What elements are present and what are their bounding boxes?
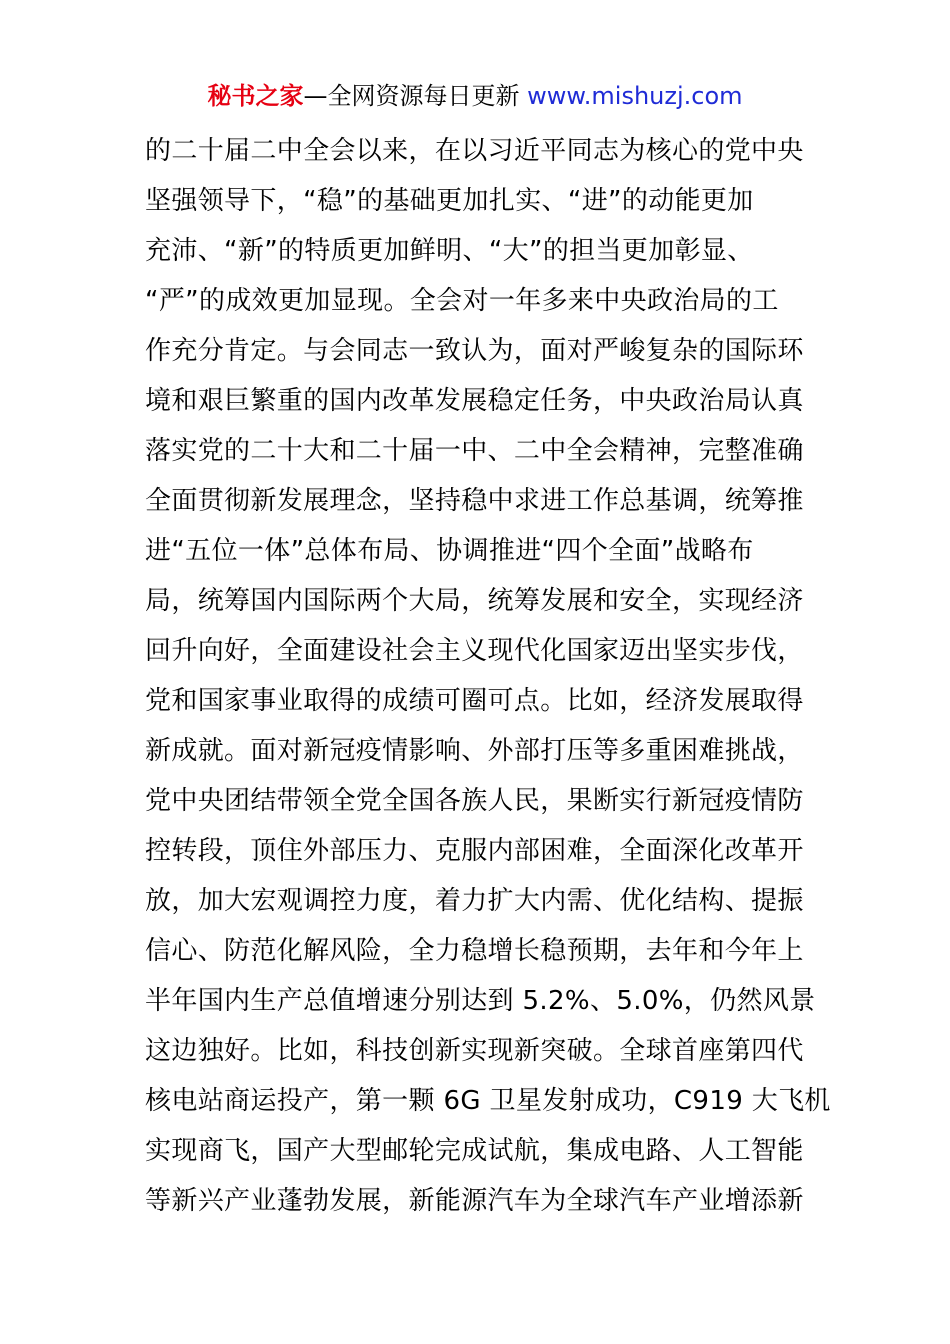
body-line: 作充分肯定。与会同志一致认为，面对严峻复杂的国际环: [145, 336, 804, 366]
body-line: 回升向好，全面建设社会主义现代化国家迈出坚实步伐，: [145, 636, 804, 666]
body-line: 核电站商运投产，第一颗 6G 卫星发射成功，C919 大飞机: [145, 1086, 831, 1116]
site-url-link[interactable]: www.mishuzj.com: [527, 82, 743, 110]
body-line: 控转段，顶住外部压力、克服内部困难，全面深化改革开: [145, 836, 804, 866]
body-line: 等新兴产业蓬勃发展，新能源汽车为全球汽车产业增添新: [145, 1186, 804, 1216]
body-line: 的二十届二中全会以来，在以习近平同志为核心的党中央: [145, 136, 804, 166]
body-line: 全面贯彻新发展理念，坚持稳中求进工作总基调，统筹推: [145, 486, 804, 516]
document-body: [145, 126, 831, 1226]
body-line: 充沛、“新”的特质更加鲜明、“大”的担当更加彰显、: [145, 236, 754, 266]
body-line: 落实党的二十大和二十届一中、二中全会精神，完整准确: [145, 436, 804, 466]
body-line: 党中央团结带领全党全国各族人民，果断实行新冠疫情防: [145, 786, 804, 816]
site-header: [0, 80, 950, 112]
body-line: “严”的成效更加显现。全会对一年多来中央政治局的工: [145, 286, 779, 316]
body-line: 信心、防范化解风险，全力稳增长稳预期，去年和今年上: [145, 936, 804, 966]
body-line: 进“五位一体”总体布局、协调推进“四个全面”战略布: [145, 536, 754, 566]
body-line: 局，统筹国内国际两个大局，统筹发展和安全，实现经济: [145, 586, 804, 616]
body-line: 境和艰巨繁重的国内改革发展稳定任务，中央政治局认真: [145, 386, 804, 416]
site-brand: 秘书之家: [207, 82, 304, 110]
body-line: 坚强领导下，“稳”的基础更加扎实、“进”的动能更加: [145, 186, 754, 216]
body-line: 这边独好。比如，科技创新实现新突破。全球首座第四代: [145, 1036, 804, 1066]
body-line: 放，加大宏观调控力度，着力扩大内需、优化结构、提振: [145, 886, 804, 916]
body-line: 党和国家事业取得的成绩可圈可点。比如，经济发展取得: [145, 686, 804, 716]
body-line: 新成就。面对新冠疫情影响、外部打压等多重困难挑战，: [145, 736, 804, 766]
body-line: 实现商飞，国产大型邮轮完成试航，集成电路、人工智能: [145, 1136, 804, 1166]
site-tagline: —全网资源每日更新: [303, 82, 520, 110]
body-line: 半年国内生产总值增速分别达到 5.2%、5.0%，仍然风景: [145, 986, 816, 1016]
